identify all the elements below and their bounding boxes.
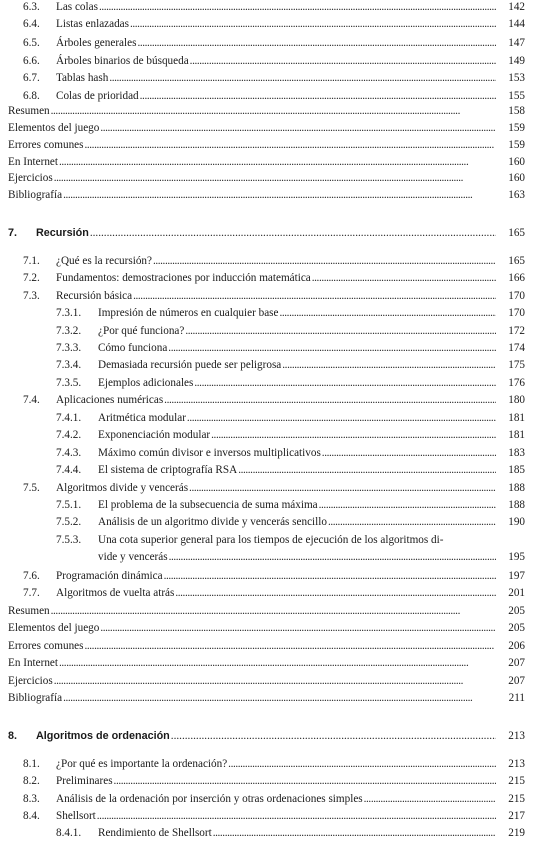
page-number: 195 xyxy=(508,551,525,563)
dot-leader xyxy=(89,226,496,241)
page-number: 153 xyxy=(508,72,525,84)
page-number: 219 xyxy=(508,827,525,839)
entry-number: 8.3. xyxy=(23,793,40,805)
chapter-title: Recursión xyxy=(36,227,89,239)
toc-entry[interactable] xyxy=(0,826,533,841)
toc-entry[interactable] xyxy=(0,271,533,286)
toc-entry[interactable] xyxy=(0,428,533,443)
page-number: 166 xyxy=(508,272,525,284)
entry-title: El sistema de criptografía RSA xyxy=(98,464,238,476)
page-number: 185 xyxy=(508,464,525,476)
page-number: 165 xyxy=(508,227,525,239)
toc-entry[interactable] xyxy=(0,774,533,789)
dot-leader xyxy=(136,36,496,51)
entry-title: ¿Qué es la recursión? xyxy=(56,255,152,267)
toc-entry[interactable] xyxy=(0,691,533,706)
entry-title: El problema de la subsecuencia de suma máxima xyxy=(98,499,318,511)
toc-entry[interactable] xyxy=(0,446,533,461)
entry-number: 7.5.1. xyxy=(56,499,82,511)
toc-entry[interactable] xyxy=(0,463,533,478)
entry-number: 6.5. xyxy=(23,37,40,49)
page-number: 207 xyxy=(508,675,525,687)
dot-leader xyxy=(152,254,496,269)
toc-entry[interactable] xyxy=(0,0,533,15)
entry-number: 6.7. xyxy=(23,72,40,84)
entry-title: Errores comunes xyxy=(8,139,84,151)
entry-title: Ejercicios xyxy=(8,675,53,687)
toc-chapter-row[interactable] xyxy=(0,226,533,241)
dot-leader xyxy=(279,306,497,321)
dot-leader xyxy=(129,17,496,32)
entry-number: 7.3.1. xyxy=(56,307,82,319)
toc-entry[interactable] xyxy=(0,569,533,584)
entry-number: 8. xyxy=(8,730,18,742)
entry-title: Rendimiento de Shellsort xyxy=(98,827,212,839)
dot-leader xyxy=(210,428,496,443)
dot-leader xyxy=(189,54,496,69)
page-number: 215 xyxy=(508,775,525,787)
entry-number: 7.4.4. xyxy=(56,464,82,476)
entry-title: Árboles binarios de búsqueda xyxy=(56,55,189,67)
toc-entry[interactable] xyxy=(0,411,533,426)
entry-title: Fundamentos: demostraciones por inducción matemática xyxy=(56,272,311,284)
entry-number: 7.5.3. xyxy=(56,534,82,546)
dot-leader xyxy=(108,71,496,86)
dot-leader xyxy=(168,550,496,565)
entry-title: Ejemplos adicionales xyxy=(98,377,194,389)
page-number: 170 xyxy=(508,307,525,319)
dot-leader xyxy=(132,289,496,304)
page-number: 207 xyxy=(508,657,525,669)
page-number: 217 xyxy=(508,810,525,822)
entry-number: 7.3.5. xyxy=(56,377,82,389)
page-number: 165 xyxy=(508,255,525,267)
page-number: 160 xyxy=(508,172,525,184)
entry-title: Bibliografía xyxy=(8,692,63,704)
entry-title: Elementos del juego xyxy=(8,622,100,634)
dot-leader xyxy=(50,604,496,619)
entry-title: Aplicaciones numéricas xyxy=(56,394,164,406)
toc-entry[interactable] xyxy=(0,254,533,269)
page-number: 188 xyxy=(508,482,525,494)
page-number: 170 xyxy=(508,290,525,302)
toc-entry-continuation[interactable] xyxy=(0,550,533,565)
toc-entry[interactable] xyxy=(0,306,533,321)
entry-number: 6.4. xyxy=(23,18,40,30)
entry-title: Análisis de la ordenación por inserción y otras ordenaciones simples xyxy=(56,793,363,805)
page-number: 163 xyxy=(508,189,525,201)
entry-number: 7. xyxy=(8,227,18,239)
page-number: 183 xyxy=(508,447,525,459)
toc-entry[interactable] xyxy=(0,621,533,636)
page-number: 181 xyxy=(508,412,525,424)
chapter-title: Algoritmos de ordenación xyxy=(36,730,170,742)
dot-leader xyxy=(96,809,496,824)
page-number: 197 xyxy=(508,570,525,582)
toc-chapter-row[interactable] xyxy=(0,729,533,744)
dot-leader xyxy=(99,121,496,136)
dot-leader xyxy=(193,376,496,391)
toc-entry[interactable] xyxy=(0,341,533,356)
toc-entry[interactable] xyxy=(0,155,533,170)
toc-entry[interactable] xyxy=(0,36,533,51)
toc-entry[interactable] xyxy=(0,71,533,86)
entry-title: Algoritmos de vuelta atrás xyxy=(56,587,175,599)
entry-title: En Internet xyxy=(8,156,59,168)
entry-title: Resumen xyxy=(8,605,50,617)
toc-entry[interactable] xyxy=(0,171,533,186)
page-number: 205 xyxy=(508,605,525,617)
entry-title: Elementos del juego xyxy=(8,122,100,134)
page-number: 175 xyxy=(508,359,525,371)
entry-number: 7.2. xyxy=(23,272,40,284)
dot-leader xyxy=(184,324,496,339)
toc-entry[interactable] xyxy=(0,289,533,304)
entry-number: 7.3.2. xyxy=(56,325,82,337)
entry-title: Bibliografía xyxy=(8,189,63,201)
entry-title: Programación dinámica xyxy=(56,570,163,582)
entry-title: Demasiada recursión puede ser peligrosa xyxy=(98,359,282,371)
dot-leader xyxy=(113,774,496,789)
entry-title: Recursión básica xyxy=(56,290,133,302)
page-number: 190 xyxy=(508,516,525,528)
toc-entry[interactable] xyxy=(0,376,533,391)
dot-leader xyxy=(84,138,497,153)
dot-leader xyxy=(98,0,496,15)
dot-leader xyxy=(212,826,496,841)
page-number: 147 xyxy=(508,37,525,49)
entry-number: 7.7. xyxy=(23,587,40,599)
toc-entry[interactable] xyxy=(0,639,533,654)
entry-title: En Internet xyxy=(8,657,59,669)
entry-number: 6.8. xyxy=(23,90,40,102)
page-number: 172 xyxy=(508,325,525,337)
dot-leader xyxy=(321,446,496,461)
toc-entry[interactable] xyxy=(0,121,533,136)
page-number: 159 xyxy=(508,122,525,134)
entry-title: Máximo común divisor e inversos multiplicativos xyxy=(98,447,321,459)
entry-title: Las colas xyxy=(56,1,98,13)
toc-entry[interactable] xyxy=(0,54,533,69)
toc-entry[interactable] xyxy=(0,104,533,119)
toc-entry[interactable] xyxy=(0,393,533,408)
entry-number: 7.4.3. xyxy=(56,447,82,459)
toc-entry[interactable] xyxy=(0,498,533,513)
entry-title: Algoritmos divide y vencerás xyxy=(56,482,189,494)
entry-title: Exponenciación modular xyxy=(98,429,211,441)
dot-leader xyxy=(58,155,496,170)
entry-number: 7.3.4. xyxy=(56,359,82,371)
page-number: 181 xyxy=(508,429,525,441)
page-number: 155 xyxy=(508,90,525,102)
page-number: 149 xyxy=(508,55,525,67)
dot-leader xyxy=(58,656,496,671)
dot-leader xyxy=(167,341,496,356)
dot-leader xyxy=(62,188,496,203)
toc-entry[interactable] xyxy=(0,89,533,104)
page-number: 206 xyxy=(508,640,525,652)
dot-leader xyxy=(139,89,496,104)
entry-number: 8.2. xyxy=(23,775,40,787)
dot-leader xyxy=(163,569,496,584)
dot-leader xyxy=(227,757,496,772)
entry-number: 7.1. xyxy=(23,255,40,267)
entry-title: Impresión de números en cualquier base xyxy=(98,307,279,319)
dot-leader xyxy=(53,674,496,689)
dot-leader xyxy=(53,171,496,186)
page-number: 174 xyxy=(508,342,525,354)
toc-entry[interactable] xyxy=(0,17,533,32)
dot-leader xyxy=(84,639,497,654)
page-number: 201 xyxy=(508,587,525,599)
entry-number: 7.5.2. xyxy=(56,516,82,528)
dot-leader xyxy=(281,358,496,373)
toc-entry[interactable] xyxy=(0,757,533,772)
dot-leader xyxy=(186,411,496,426)
dot-leader xyxy=(318,498,496,513)
dot-leader xyxy=(99,621,496,636)
page-number: 213 xyxy=(508,730,525,742)
entry-number: 8.1. xyxy=(23,758,40,770)
page-number: 144 xyxy=(508,18,525,30)
entry-title: Shellsort xyxy=(56,810,96,822)
entry-title: Colas de prioridad xyxy=(56,90,139,102)
entry-number: 6.3. xyxy=(23,1,40,13)
toc-entry[interactable] xyxy=(0,674,533,689)
toc-entry[interactable] xyxy=(0,324,533,339)
entry-number: 8.4.1. xyxy=(56,827,82,839)
entry-number: 7.5. xyxy=(23,482,40,494)
dot-leader xyxy=(174,586,496,601)
entry-title: Tablas hash xyxy=(56,72,109,84)
toc-entry[interactable] xyxy=(0,656,533,671)
toc-entry[interactable] xyxy=(0,481,533,496)
entry-title: Listas enlazadas xyxy=(56,18,129,30)
entry-title: Resumen xyxy=(8,105,50,117)
toc-entry[interactable] xyxy=(0,358,533,373)
entry-title: Errores comunes xyxy=(8,640,84,652)
page-number: 205 xyxy=(508,622,525,634)
dot-leader xyxy=(188,481,496,496)
entry-title: Árboles generales xyxy=(56,37,137,49)
dot-leader xyxy=(327,515,496,530)
toc-entry[interactable] xyxy=(0,586,533,601)
dot-leader xyxy=(50,104,496,119)
entry-title: Análisis de un algoritmo divide y vencerás sencillo xyxy=(98,516,327,528)
toc-entry[interactable] xyxy=(0,533,533,548)
entry-title-continuation: vide y vencerás xyxy=(98,551,168,563)
entry-title: Ejercicios xyxy=(8,172,53,184)
page-number: 215 xyxy=(508,793,525,805)
toc-entry[interactable] xyxy=(0,809,533,824)
page-number: 188 xyxy=(508,499,525,511)
entry-number: 7.6. xyxy=(23,570,40,582)
toc-entry[interactable] xyxy=(0,604,533,619)
entry-number: 7.4.1. xyxy=(56,412,82,424)
toc-entry[interactable] xyxy=(0,188,533,203)
dot-leader xyxy=(163,393,496,408)
page-number: 142 xyxy=(508,1,525,13)
page-number: 213 xyxy=(508,758,525,770)
dot-leader xyxy=(62,691,496,706)
entry-title: Preliminares xyxy=(56,775,113,787)
toc-entry[interactable] xyxy=(0,138,533,153)
page-number: 211 xyxy=(508,692,525,704)
dot-leader xyxy=(170,729,496,744)
entry-title: ¿Por qué es importante la ordenación? xyxy=(56,758,228,770)
toc-entry[interactable] xyxy=(0,515,533,530)
page-number: 180 xyxy=(508,394,525,406)
entry-number: 6.6. xyxy=(23,55,40,67)
dot-leader xyxy=(311,271,496,286)
page-number: 159 xyxy=(508,139,525,151)
entry-number: 7.3. xyxy=(23,290,40,302)
entry-number: 7.4. xyxy=(23,394,40,406)
dot-leader xyxy=(237,463,496,478)
entry-title: Cómo funciona xyxy=(98,342,168,354)
page-number: 160 xyxy=(508,156,525,168)
entry-title: Aritmética modular xyxy=(98,412,186,424)
entry-number: 7.4.2. xyxy=(56,429,82,441)
entry-title: ¿Por qué funciona? xyxy=(98,325,185,337)
entry-number: 7.3.3. xyxy=(56,342,82,354)
page-number: 158 xyxy=(508,105,525,117)
entry-number: 8.4. xyxy=(23,810,40,822)
page-number: 176 xyxy=(508,377,525,389)
entry-title: Una cota superior general para los tiempos de ejecución de los algoritmos di- xyxy=(98,534,444,546)
